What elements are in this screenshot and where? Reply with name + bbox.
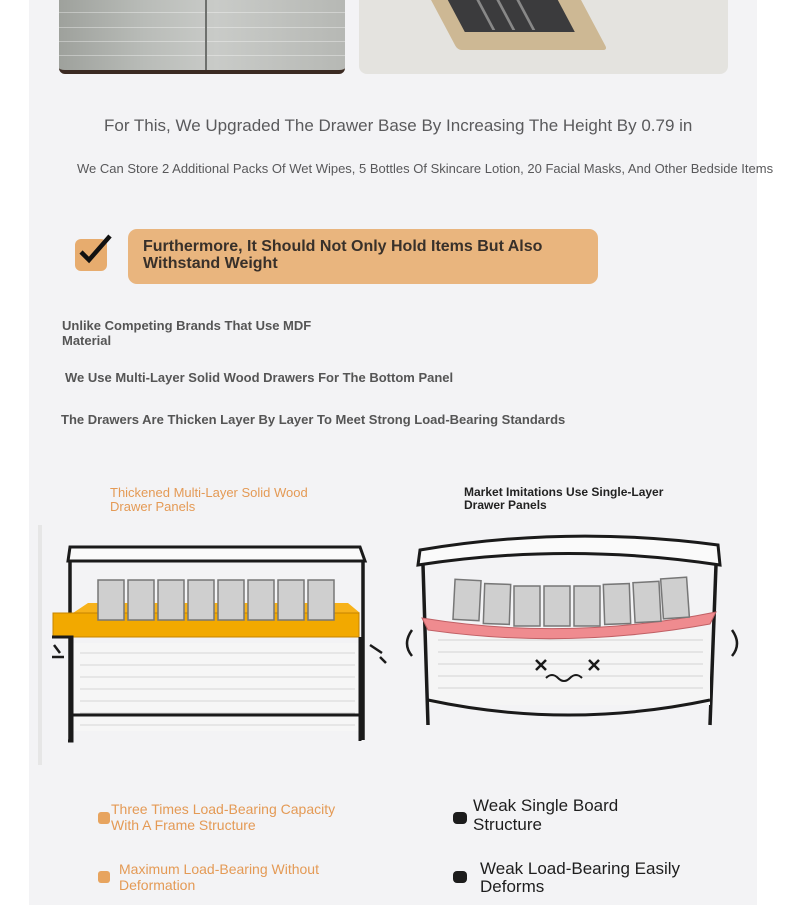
black-bullet-icon	[453, 871, 467, 883]
feature-frame-structure: Three Times Load-Bearing Capacity With A Frame Structure	[111, 801, 336, 833]
drawer-items-photo	[359, 0, 728, 74]
weak-drawer-illustration	[398, 520, 748, 735]
checkmark-icon	[79, 230, 113, 270]
imitation-caption: Market Imitations Use Single-Layer Drawer Panels	[464, 485, 664, 512]
feature-weak-board: Weak Single Board Structure	[473, 796, 619, 834]
black-bullet-icon	[453, 812, 467, 824]
strong-drawer-illustration	[30, 525, 400, 770]
point-solid-wood: We Use Multi-Layer Solid Wood Drawers For The Bottom Panel	[65, 370, 454, 385]
upgrade-heading: For This, We Upgraded The Drawer Base By Increasing The Height By 0.79 in	[104, 116, 693, 135]
feature-no-deformation: Maximum Load-Bearing Without Deformation	[119, 861, 319, 893]
banner-text: Furthermore, It Should Not Only Hold Items But Also Withstand Weight	[143, 238, 543, 272]
orange-bullet-icon	[98, 871, 110, 883]
point-mdf: Unlike Competing Brands That Use MDF Material	[62, 318, 312, 348]
ours-caption: Thickened Multi-Layer Solid Wood Drawer Panels	[110, 485, 308, 514]
storage-note: We Can Store 2 Additional Packs Of Wet Wipes, 5 Bottles Of Skincare Lotion, 20 Facial Masks, And Other Bedside Items	[77, 161, 774, 176]
orange-bullet-icon	[98, 812, 110, 824]
wood-panel-photo	[59, 0, 345, 74]
point-thicken: The Drawers Are Thicken Layer By Layer To Meet Strong Load-Bearing Standards	[61, 412, 566, 427]
feature-deforms: Weak Load-Bearing Easily Deforms	[480, 859, 681, 896]
